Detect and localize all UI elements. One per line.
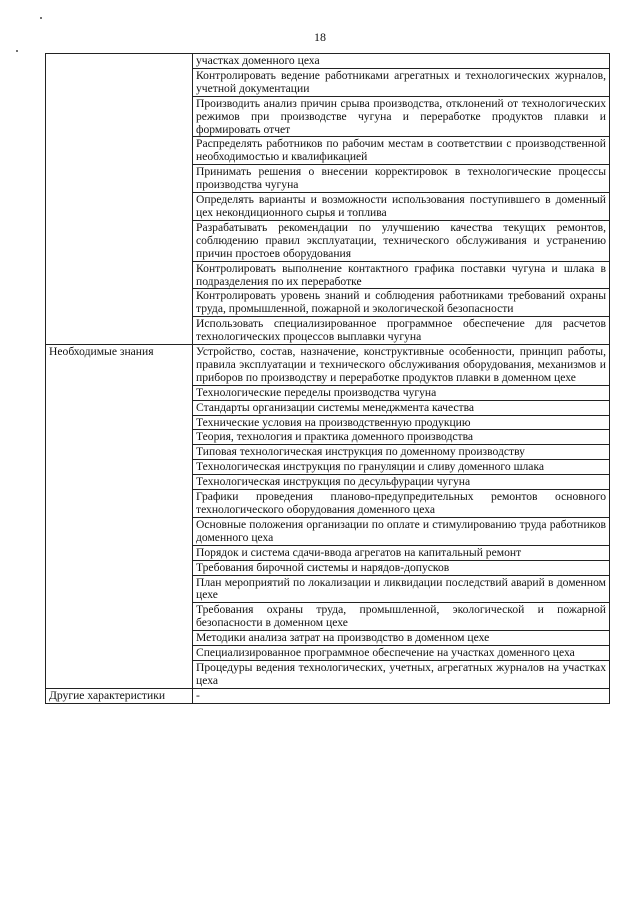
- row-label-cell: Другие характеристики: [46, 688, 193, 703]
- content-cell: Порядок и система сдачи-ввода агрегатов на капитальный ремонт: [193, 545, 610, 560]
- row-label-cell: [46, 54, 193, 345]
- qualification-table-body: [46, 54, 610, 704]
- skill-row: [46, 54, 610, 69]
- content-cell: Методики анализа затрат на производство в доменном цехе: [193, 631, 610, 646]
- content-cell: Производить анализ причин срыва производства, отклонений от технологических режимов при производстве чугуна и переработке продуктов плавки и формировать отчет: [193, 96, 610, 137]
- content-cell: Технологические переделы производства чугуна: [193, 385, 610, 400]
- content-cell: Технологическая инструкция по грануляции и сливу доменного шлака: [193, 460, 610, 475]
- content-cell: Использовать специализированное программное обеспечение для расчетов технологических процессов выплавки чугуна: [193, 317, 610, 345]
- row-label-cell: Необходимые знания: [46, 345, 193, 689]
- content-cell: Контролировать ведение работниками агрегатных и технологических журналов, учетной документации: [193, 68, 610, 96]
- content-cell: Контролировать выполнение контактного графика поставки чугуна и шлака в подразделения по их переработке: [193, 261, 610, 289]
- content-cell: Принимать решения о внесении корректировок в технологические процессы производства чугуна: [193, 165, 610, 193]
- content-cell: Требования охраны труда, промышленной, экологической и пожарной безопасности в доменном цехе: [193, 603, 610, 631]
- other-characteristics-row: [46, 688, 610, 703]
- content-cell: Теория, технология и практика доменного производства: [193, 430, 610, 445]
- content-cell: Технологическая инструкция по десульфурации чугуна: [193, 475, 610, 490]
- scan-speck-1: [40, 17, 42, 19]
- content-cell: участках доменного цеха: [193, 54, 610, 69]
- content-cell: Устройство, состав, назначение, конструктивные особенности, принцип работы, правила эксплуатации и технического обслуживания оборудования, механизмов и приборов по производству и переработке продуктов плавки в доменном цехе: [193, 345, 610, 386]
- content-cell: Распределять работников по рабочим местам в соответствии с производственной необходимостью и квалификацией: [193, 137, 610, 165]
- content-cell: Требования бирочной системы и нарядов-допусков: [193, 560, 610, 575]
- page-number: 18: [314, 30, 326, 44]
- content-cell: Основные положения организации по оплате и стимулированию труда работников доменного цеха: [193, 517, 610, 545]
- content-cell: Стандарты организации системы менеджмента качества: [193, 400, 610, 415]
- content-cell: Специализированное программное обеспечение на участках доменного цеха: [193, 646, 610, 661]
- content-cell: Разрабатывать рекомендации по улучшению качества текущих ремонтов, соблюдению правил эксплуатации, технического обслуживания и устранению причин простоев оборудования: [193, 220, 610, 261]
- content-cell: Графики проведения планово-предупредительных ремонтов основного технологического оборудования доменного цеха: [193, 490, 610, 518]
- content-cell: Определять варианты и возможности использования поступившего в доменный цех некондиционного сырья и топлива: [193, 193, 610, 221]
- content-cell: Типовая технологическая инструкция по доменному производству: [193, 445, 610, 460]
- scan-speck-2: [16, 50, 18, 52]
- content-cell: Технические условия на производственную продукцию: [193, 415, 610, 430]
- content-cell: Контролировать уровень знаний и соблюдения работниками требований охраны труда, промышленной, пожарной и экологической безопасности: [193, 289, 610, 317]
- qualification-table: [45, 53, 610, 704]
- content-cell: -: [193, 688, 610, 703]
- content-cell: Процедуры ведения технологических, учетных, агрегатных журналов на участках цеха: [193, 660, 610, 688]
- knowledge-row: [46, 345, 610, 386]
- content-cell: План мероприятий по локализации и ликвидации последствий аварий в доменном цехе: [193, 575, 610, 603]
